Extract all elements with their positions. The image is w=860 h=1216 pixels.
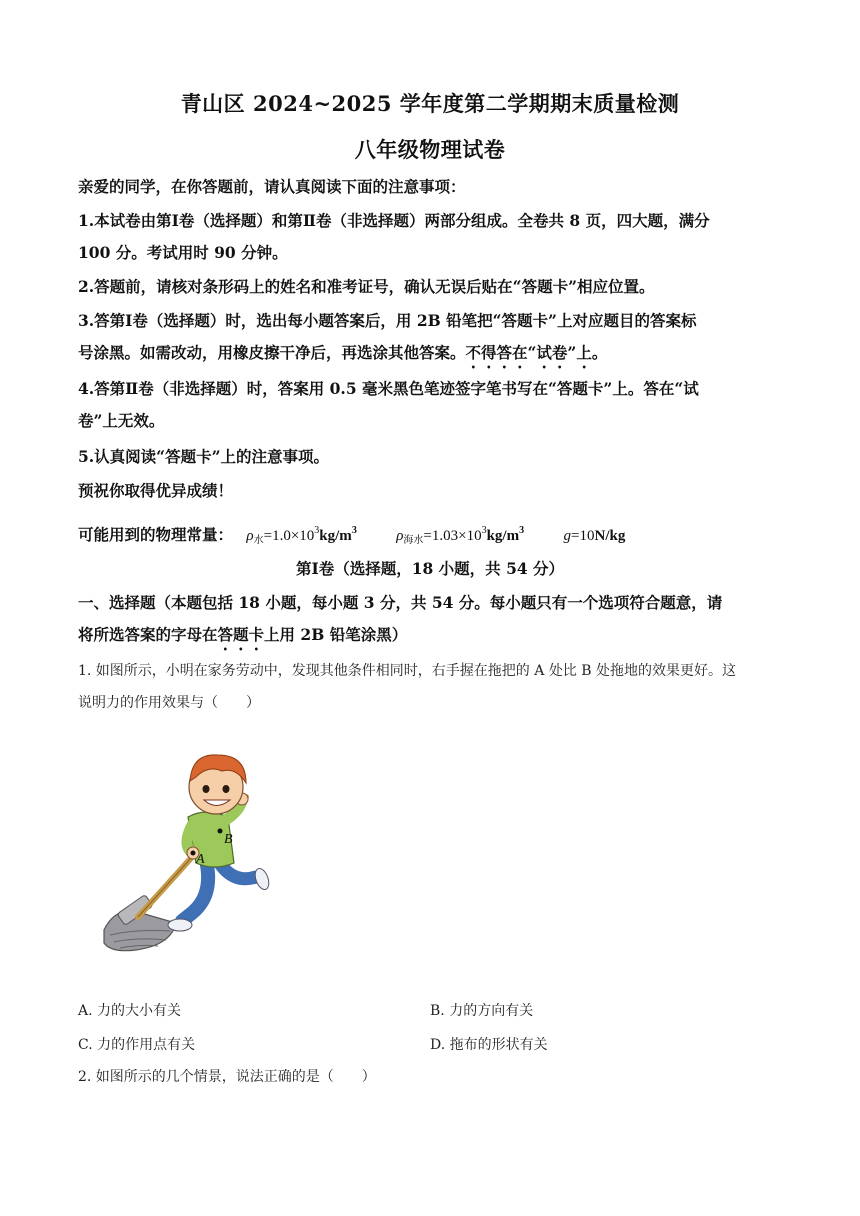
note-3-end: 。 [591,343,608,362]
question-1-line-1: 1. 如图所示，小明在家务劳动中，发现其他条件相同时，右手握在拖把的 A 处比 B 处拖地的效果更好。这 [78,663,737,679]
note-4-line-1: 4.答第Ⅱ卷（非选择题）时，答案用 0.5 毫米黑色笔迹签字笔书写在“答题卡”上。答在“试 [78,379,699,398]
g-unit: N/kg [594,528,626,544]
note-5: 5.认真阅读“答题卡”上的注意事项。 [78,447,330,466]
constants-label: 可能用到的物理常量： [78,525,234,544]
exam-title: 青山区 2024~2025 学年度第二学期期末质量检测 [180,91,680,116]
label-b: B [224,832,233,847]
option-d[interactable]: D. 拖布的形状有关 [430,1037,548,1053]
wish-text: 预祝你取得优异成绩！ [78,481,234,500]
label-a: A [196,852,205,867]
g-formula: g=10 [563,528,595,544]
question-1-line-2: 说明力的作用效果与（ ） [78,695,260,711]
part1-instructions-line-1: 一、选择题（本题包括 18 小题，每小题 3 分，共 54 分。每小题只有一个选项符合题意，请 [78,593,723,612]
constants-row [78,520,788,552]
exam-subtitle: 八年级物理试卷 [354,137,506,162]
note-3-emphasis: 不得答在“试卷”上 [465,343,592,362]
part1-emphasis: 答题卡 [217,625,265,644]
part1-text: 将所选答案的字母在 [78,625,218,644]
section-title: 第Ⅰ卷（选择题，18 小题，共 54 分） [295,559,565,578]
rho-sea-unit: $kg/m^3$ [486,525,525,544]
question-2-line-1: 2. 如图所示的几个情景，说法正确的是（ ） [78,1069,376,1085]
intro-text: 亲爱的同学，在你答题前，请认真阅读下面的注意事项： [78,177,466,196]
rho-water-unit: $kg/m^3$ [319,525,357,544]
option-b[interactable]: B. 力的方向有关 [430,1003,534,1019]
note-1-line-2: 100 分。考试用时 90 分钟。 [78,243,288,262]
note-1-line-1: 1.本试卷由第Ⅰ卷（选择题）和第Ⅱ卷（非选择题）两部分组成。全卷共 8 页，四大题，满分 [78,211,710,230]
note-2: 2.答题前，请核对条形码上的姓名和准考证号，确认无误后贴在“答题卡”相应位置。 [78,277,655,296]
part1-instructions-line-2 [78,624,788,654]
boy-mopping-illustration [96,745,276,960]
option-c[interactable]: C. 力的作用点有关 [78,1037,196,1053]
note-3-line-1: 3.答第Ⅰ卷（选择题）时，选出每小题答案后，用 2B 铅笔把“答题卡”上对应题目的答案标 [78,311,697,330]
note-3-text: 号涂黑。如需改动，用橡皮擦干净后，再选涂其他答案。 [78,343,466,362]
note-4-line-2: 卷”上无效。 [78,411,165,430]
rho-sea-formula: $\rho_{海水}=1.03\times 10^3$ [396,525,487,546]
option-a[interactable]: A. 力的大小有关 [78,1003,182,1019]
rho-water-formula: $\rho_水=1.0\times 10^3$ [246,525,320,546]
note-3-line-2 [78,342,788,372]
part1-text-end: 上用 2B 铅笔涂黑） [264,625,408,644]
